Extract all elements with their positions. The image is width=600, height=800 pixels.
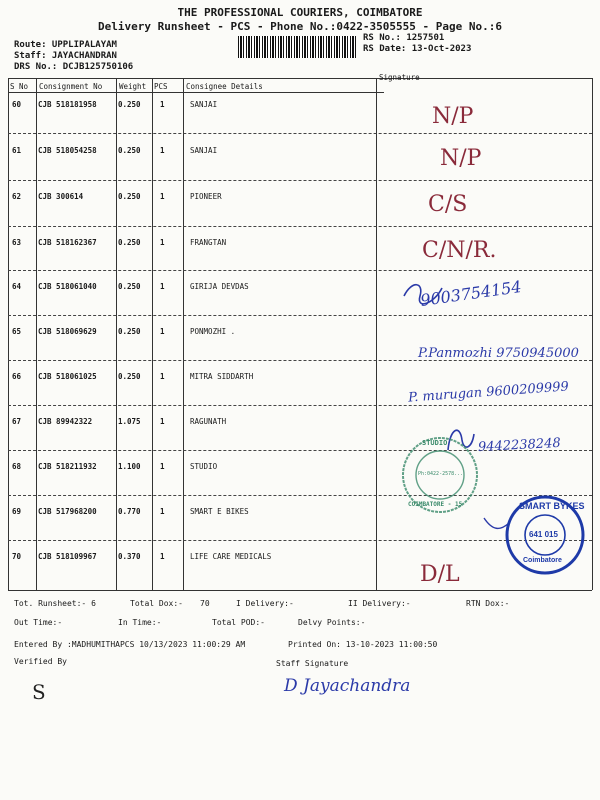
row-sno: 63 [12, 238, 22, 247]
row-sno: 62 [12, 192, 22, 201]
verified-mark: S [32, 680, 46, 704]
row-sno: 64 [12, 282, 22, 291]
col-signature: Signature [379, 73, 420, 82]
studio-stamp-bottom: COIMBATORE - 15 [408, 501, 463, 508]
col-consignee: Consignee Details [186, 82, 263, 91]
staff-signature-scribble: D Jayachandra [284, 676, 411, 696]
studio-stamp-top: STUDIO [422, 439, 448, 447]
col-sno: S No [10, 82, 29, 91]
row-sno: 65 [12, 327, 22, 336]
row-pcs: 1 [160, 100, 165, 109]
row-weight: 0.250 [118, 327, 141, 336]
row-consignee: SMART E BIKES [190, 507, 249, 516]
row-weight: 0.250 [118, 146, 141, 155]
delvy-points: Delvy Points:- [298, 618, 366, 627]
row-pcs: 1 [160, 507, 165, 516]
company-title: THE PROFESSIONAL COURIERS, COIMBATORE [177, 6, 423, 19]
row-pcs: 1 [160, 372, 165, 381]
drs-number: DRS No.: DCJB125750106 [14, 62, 134, 72]
row-signature: P.Panmozhi 9750945000 [418, 346, 579, 361]
row-consignee: FRANGTAN [190, 238, 227, 247]
bykes-stamp-top: SMART BYKES [519, 501, 585, 511]
row-signature: P. murugan 9600209999 [407, 379, 570, 406]
row-consignment: CJB 518181958 [38, 100, 97, 109]
row-consignment: CJB 518211932 [38, 462, 97, 471]
row-pcs: 1 [160, 327, 165, 336]
row-consignee: SANJAI [190, 146, 218, 155]
row-pcs: 1 [160, 417, 165, 426]
row-consignee: STUDIO [190, 462, 218, 471]
row-pcs: 1 [160, 192, 165, 201]
row-consignment: CJB 518069629 [38, 327, 97, 336]
row-weight: 1.075 [118, 417, 141, 426]
total-dox-label: Total Dox:- [130, 599, 183, 608]
row-consignee: GIRIJA DEVDAS [190, 282, 249, 291]
row-consignee: PIONEER [190, 192, 222, 201]
bykes-stamp-code: 641 015 [529, 530, 558, 539]
staff-signature-label: Staff Signature [276, 659, 349, 668]
row-consignment: CJB 518162367 [38, 238, 97, 247]
route-label: Route: UPPLIPALAYAM [14, 40, 117, 50]
row-consignment: CJB 517968200 [38, 507, 97, 516]
i-delivery: I Delivery:- [236, 599, 294, 608]
row-pcs: 1 [160, 552, 165, 561]
row-pcs: 1 [160, 238, 165, 247]
rs-number: RS No.: 1257501 [363, 33, 445, 43]
rtn-dox: RTN Dox:- [466, 599, 510, 608]
row-signature: C/N/R. [422, 238, 497, 263]
row-signature: N/P [440, 146, 482, 171]
row-sno: 67 [12, 417, 22, 426]
row-pcs: 1 [160, 462, 165, 471]
row-weight: 0.770 [118, 507, 141, 516]
row-signature: C/S [428, 192, 468, 217]
row-weight: 0.370 [118, 552, 141, 561]
row-consignment: CJB 518109967 [38, 552, 97, 561]
row-sno: 61 [12, 146, 22, 155]
col-weight: Weight [119, 82, 147, 91]
row-consignment: CJB 518061025 [38, 372, 97, 381]
row-signature: 9003754154 [419, 277, 523, 310]
barcode-image [238, 36, 356, 58]
studio-stamp-phone: Ph:0422-2578... [418, 471, 464, 477]
row-signature: D/L [420, 562, 460, 587]
row-pcs: 1 [160, 146, 165, 155]
total-dox-value: 70 [200, 599, 210, 608]
printed-on: Printed On: 13-10-2023 11:00:50 [288, 640, 438, 649]
row-signature: 9442238248 [477, 435, 562, 456]
row-sno: 69 [12, 507, 22, 516]
runsheet-subtitle: Delivery Runsheet - PCS - Phone No.:0422-3505555 - Page No.:6 [98, 20, 502, 33]
row-sno: 66 [12, 372, 22, 381]
rs-date: RS Date: 13-Oct-2023 [363, 44, 472, 54]
row-weight: 0.250 [118, 100, 141, 109]
row-weight: 0.250 [118, 372, 141, 381]
row-weight: 1.100 [118, 462, 141, 471]
row-weight: 0.250 [118, 282, 141, 291]
row-signature: N/P [432, 104, 474, 129]
entered-by: Entered By :MADHUMITHAPCS 10/13/2023 11:00:29 AM [14, 640, 246, 649]
out-time: Out Time:- [14, 618, 63, 627]
row-sno: 60 [12, 100, 22, 109]
row-consignee: MITRA SIDDARTH [190, 372, 254, 381]
row-consignment: CJB 518054258 [38, 146, 97, 155]
row-consignment: CJB 300614 [38, 192, 84, 201]
row-consignment: CJB 89942322 [38, 417, 93, 426]
col-consignment: Consignment No [39, 82, 103, 91]
signature-scribble [398, 276, 448, 312]
studio-stamp [400, 435, 480, 515]
row-sno: 70 [12, 552, 22, 561]
row-pcs: 1 [160, 282, 165, 291]
row-consignee: LIFE CARE MEDICALS [190, 552, 272, 561]
tot-runsheet: Tot. Runsheet:- 6 [14, 599, 96, 608]
row-weight: 0.250 [118, 192, 141, 201]
total-pod: Total POD:- [212, 618, 265, 627]
row-consignee: PONMOZHI . [190, 327, 236, 336]
smart-bykes-stamp [505, 495, 585, 575]
row-sno: 68 [12, 462, 22, 471]
col-pcs: PCS [154, 82, 168, 91]
row-weight: 0.250 [118, 238, 141, 247]
verified-by: Verified By [14, 657, 67, 666]
row-consignment: CJB 518061040 [38, 282, 97, 291]
row-consignee: RAGUNATH [190, 417, 227, 426]
staff-label: Staff: JAYACHANDRAN [14, 51, 117, 61]
bykes-stamp-bottom: Coimbatore [523, 557, 562, 564]
row-consignee: SANJAI [190, 100, 218, 109]
in-time: In Time:- [118, 618, 162, 627]
ii-delivery: II Delivery:- [348, 599, 411, 608]
